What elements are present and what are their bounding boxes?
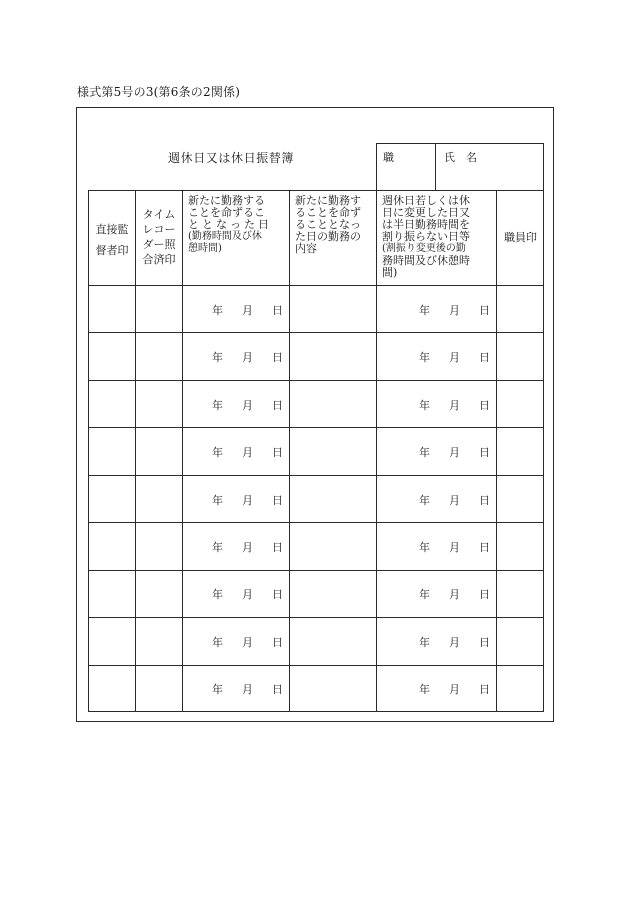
new-date-day: 日 bbox=[272, 446, 283, 460]
new-date-year: 年 bbox=[212, 635, 223, 649]
new-date-day: 日 bbox=[272, 683, 283, 697]
changed-date-day: 日 bbox=[479, 540, 490, 554]
header-changed-day: 週休日若しくは休 日に変更した日又 は半日勤務時間を 割り振らない日等 (割振り変更後の勤 務時間及び休憩時 間) bbox=[382, 194, 470, 279]
new-date-month: 月 bbox=[242, 540, 253, 554]
new-date-month: 月 bbox=[242, 351, 253, 365]
changed-date-year: 年 bbox=[419, 635, 430, 649]
form-title: 週休日又は休日振替簿 bbox=[168, 151, 295, 165]
changed-date-year: 年 bbox=[419, 351, 430, 365]
changed-date-year: 年 bbox=[419, 493, 430, 507]
row-divider bbox=[88, 475, 544, 476]
new-date-day: 日 bbox=[272, 635, 283, 649]
new-date-year: 年 bbox=[212, 493, 223, 507]
column-divider bbox=[135, 190, 136, 712]
new-date-month: 月 bbox=[242, 588, 253, 602]
new-date-year: 年 bbox=[212, 683, 223, 697]
header-work-content: 新たに勤務す ることを命ず ることとなっ た日の勤務の 内容 bbox=[295, 194, 361, 255]
row-divider bbox=[88, 332, 544, 333]
row-divider bbox=[88, 380, 544, 381]
new-date-month: 月 bbox=[242, 398, 253, 412]
header-supervisor-seal: 直接監 督者印 bbox=[95, 223, 129, 257]
column-divider bbox=[289, 190, 290, 712]
changed-date-month: 月 bbox=[449, 683, 460, 697]
column-divider bbox=[376, 190, 377, 712]
changed-date-month: 月 bbox=[449, 540, 460, 554]
row-divider bbox=[88, 285, 544, 286]
changed-date-month: 月 bbox=[449, 635, 460, 649]
changed-date-year: 年 bbox=[419, 303, 430, 317]
new-date-day: 日 bbox=[272, 303, 283, 317]
changed-date-day: 日 bbox=[479, 398, 490, 412]
row-divider bbox=[88, 522, 544, 523]
changed-date-day: 日 bbox=[479, 446, 490, 460]
post-label: 職 bbox=[383, 151, 394, 164]
new-date-month: 月 bbox=[242, 683, 253, 697]
changed-date-year: 年 bbox=[419, 398, 430, 412]
changed-date-month: 月 bbox=[449, 398, 460, 412]
changed-date-month: 月 bbox=[449, 303, 460, 317]
header-timerecorder-seal: タイム レコー ダー照 合済印 bbox=[142, 208, 176, 266]
changed-date-day: 日 bbox=[479, 683, 490, 697]
name-label: 氏 名 bbox=[444, 151, 477, 164]
changed-date-day: 日 bbox=[479, 303, 490, 317]
new-date-day: 日 bbox=[272, 493, 283, 507]
column-divider bbox=[496, 190, 497, 712]
changed-date-day: 日 bbox=[479, 351, 490, 365]
row-divider bbox=[88, 665, 544, 666]
changed-date-day: 日 bbox=[479, 588, 490, 602]
new-date-year: 年 bbox=[212, 446, 223, 460]
column-divider bbox=[182, 190, 183, 712]
header-staff-seal: 職員印 bbox=[504, 231, 537, 244]
changed-date-year: 年 bbox=[419, 446, 430, 460]
changed-date-year: 年 bbox=[419, 588, 430, 602]
staff-box-divider bbox=[435, 143, 436, 191]
new-date-day: 日 bbox=[272, 588, 283, 602]
changed-date-day: 日 bbox=[479, 493, 490, 507]
row-divider bbox=[88, 617, 544, 618]
changed-date-month: 月 bbox=[449, 493, 460, 507]
new-date-year: 年 bbox=[212, 351, 223, 365]
row-divider bbox=[88, 427, 544, 428]
new-date-day: 日 bbox=[272, 351, 283, 365]
changed-date-month: 月 bbox=[449, 446, 460, 460]
new-date-year: 年 bbox=[212, 540, 223, 554]
new-date-month: 月 bbox=[242, 446, 253, 460]
new-date-month: 月 bbox=[242, 635, 253, 649]
row-divider bbox=[88, 570, 544, 571]
new-date-month: 月 bbox=[242, 303, 253, 317]
changed-date-month: 月 bbox=[449, 351, 460, 365]
changed-date-day: 日 bbox=[479, 635, 490, 649]
header-new-work-day: 新たに勤務する ことを命ずるこ ととなった日 (勤務時間及び休 憩時間) bbox=[188, 194, 272, 254]
new-date-year: 年 bbox=[212, 303, 223, 317]
new-date-day: 日 bbox=[272, 398, 283, 412]
new-date-day: 日 bbox=[272, 540, 283, 554]
changed-date-year: 年 bbox=[419, 540, 430, 554]
new-date-year: 年 bbox=[212, 398, 223, 412]
new-date-year: 年 bbox=[212, 588, 223, 602]
form-number-label: 様式第5号の3(第6条の2関係) bbox=[77, 85, 241, 99]
new-date-month: 月 bbox=[242, 493, 253, 507]
changed-date-month: 月 bbox=[449, 588, 460, 602]
changed-date-year: 年 bbox=[419, 683, 430, 697]
